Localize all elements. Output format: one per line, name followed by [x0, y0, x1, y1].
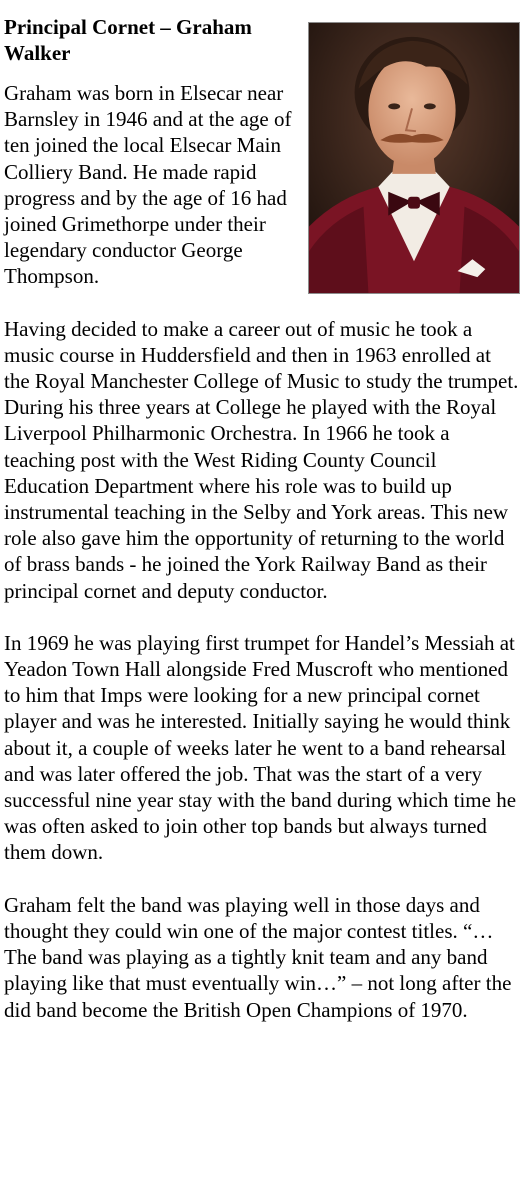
paragraph-career: Having decided to make a career out of music he took a music course in Huddersfield and then in 1963 enrolled at the Royal Manchester College of Music to study the trumpet. During his three years at College he played with the Royal Liverpool Philharmonic Orchestra. In 1966 he took a teaching post with the West Riding County Council Education Department where his role was to build up instrumental teaching in the Selby and York areas. This new role also gave him the opportunity of returning to the world of brass bands - he joined the York Railway Band as their principal cornet and deputy conductor. — [4, 316, 519, 603]
paragraph-joining-imps: In 1969 he was playing first trumpet for Handel’s Messiah at Yeadon Town Hall alongside Fred Muscroft who mentioned to him that Imps were looking for a new principal cornet player and was he interested. Initially saying he would think about it, a couple of weeks later he went to a band rehearsal and was later offered the job. That was the start of a very successful nine year stay with the band during which time he was often asked to join other top bands but always turned them down. — [4, 630, 517, 865]
portrait-image — [309, 23, 519, 293]
paragraph-early-life: Graham was born in Elsecar near Barnsley in 1946 and at the age of ten joined the local Elsecar Main Colliery Band. He made rapid progress and by the age of 16 had joined Grimethorpe under their legendary conductor George Thompson. — [4, 81, 292, 289]
portrait-photo — [308, 22, 520, 294]
article — [4, 14, 520, 1049]
paragraph-british-open: Graham felt the band was playing well in those days and thought they could win one of the major contest titles. “…The band was playing as a tightly knit team and any band playing like that must eventually win…” – not long after the did band become the British Open Champions of 1970. — [4, 892, 512, 1022]
article-title: Principal Cornet – Graham Walker — [4, 15, 252, 65]
